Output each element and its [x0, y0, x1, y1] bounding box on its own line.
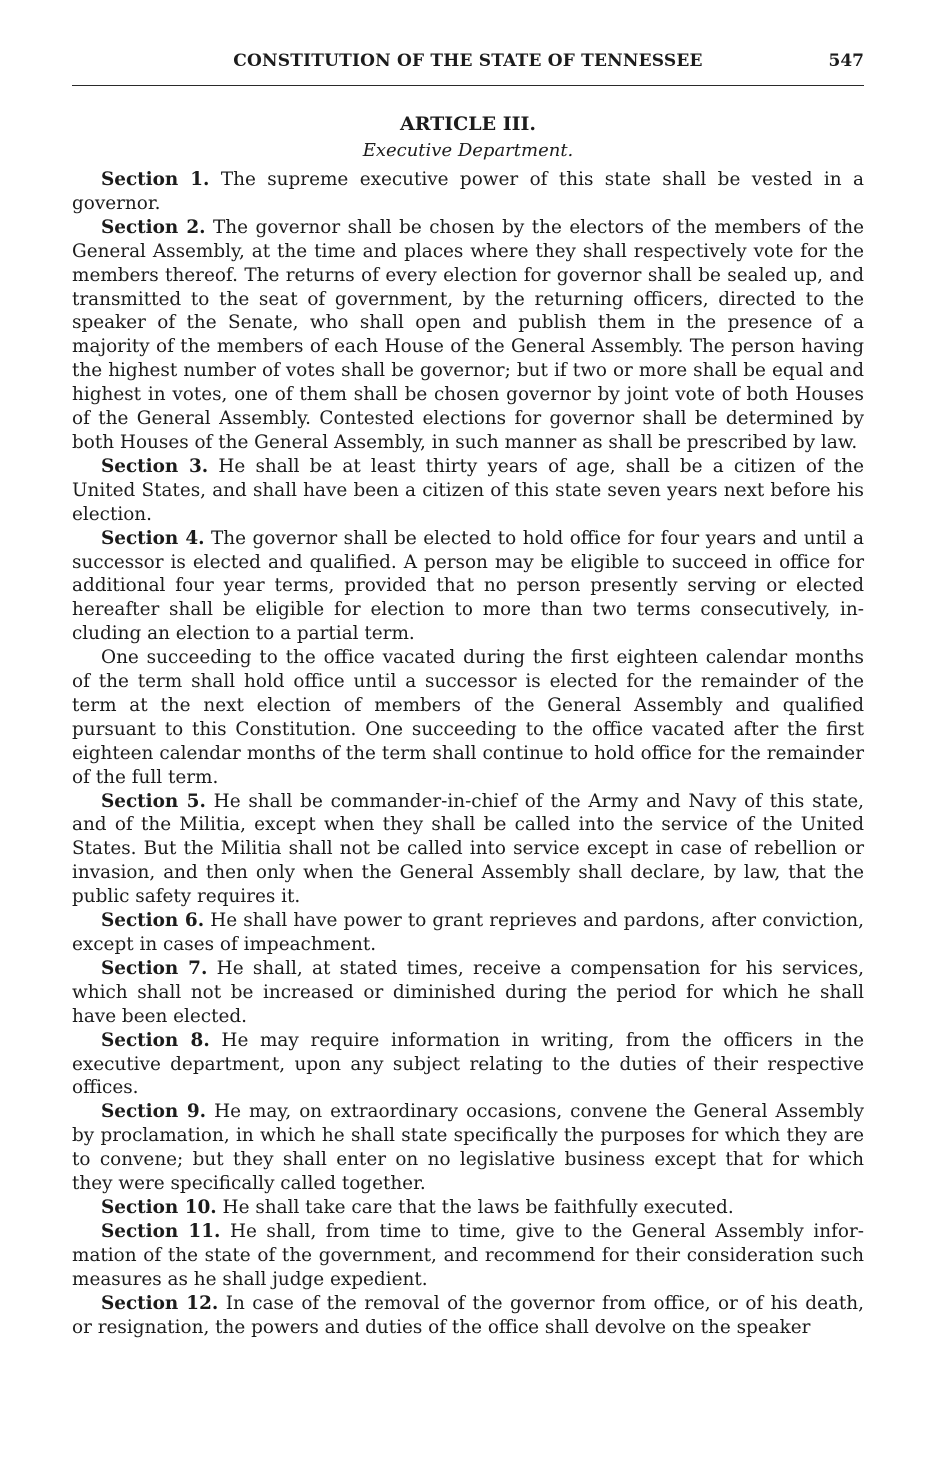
section-label: Section 2.	[101, 216, 206, 238]
section-4-paragraph	[72, 527, 864, 647]
section-text: One succeeding to the office vacated during the first eighteen calendar months of the term shall hold office until a successor is elected for the remainder of the term at the next election of members of the General Assembly and qualified pursuant to this Constitution. One succeeding to the office vacated after the first eighteen calendar months of the term shall continue to hold office for the remainder of the full term.	[72, 647, 864, 788]
section-label: Section 12.	[101, 1292, 219, 1314]
section-7-paragraph	[72, 957, 864, 1029]
section-1-paragraph	[72, 168, 864, 216]
section-label: Section 10.	[101, 1196, 217, 1218]
document-page	[72, 0, 864, 1339]
section-label: Section 9.	[101, 1101, 207, 1123]
section-label: Section 6.	[101, 910, 205, 932]
section-label: Section 5.	[101, 790, 206, 812]
section-9-paragraph	[72, 1100, 864, 1196]
section-4-continuation-paragraph	[72, 646, 864, 789]
section-text: The governor shall be chosen by the electors of the members of the General Assembly, at the time and places where they shall respectively vote for the members thereof. The returns of every election for governor shall be sealed up, and transmitted to the seat of government, by the returning officers, directed to the speaker of the Senate, who shall open and publish them in the presence of a majority of the members of each House of the General Assembly. The person having the highest number of votes shall be governor; but if two or more shall be equal and highest in votes, one of them shall be chosen governor by joint vote of both Houses of the General Assembly. Contested elections for governor shall be determined by both Houses of the General Assembly, in such manner as shall be prescribed by law.	[72, 216, 865, 453]
section-text: He may require information in writing, from the officers in the executive department, upon any subject relating to the duties of their respective offices.	[72, 1029, 865, 1099]
section-label: Section 11.	[101, 1220, 221, 1242]
article-heading: ARTICLE III.	[399, 113, 537, 135]
section-text: In case of the removal of the governor from office, or of his death, or resignation, the powers and duties of the office shall devolve on the speaker	[72, 1292, 864, 1338]
section-label: Section 8.	[101, 1029, 210, 1051]
section-text: He shall be commander-in-chief of the Army and Navy of this state, and of the Militia, except when they shall be called into the service of the United States. But the Militia shall not be called into service except in case of rebellion or invasion, and then only when the General Assembly shall declare, by law, that the public safety requires it.	[72, 790, 864, 908]
section-11-paragraph	[72, 1220, 864, 1292]
running-title: CONSTITUTION OF THE STATE OF TENNESSEE	[233, 51, 703, 71]
section-text: He shall take care that the laws be faithfully executed.	[216, 1196, 734, 1218]
section-text: He may, on extraordinary occasions, convene the General Assembly by proclamation, in which he shall state specifically the purposes for which they are to convene; but they shall enter on no legislative business except that for which they were specifically called together.	[72, 1101, 864, 1195]
section-8-paragraph	[72, 1029, 864, 1101]
section-text: The supreme executive power of this state shall be vested in a governor.	[72, 169, 864, 214]
section-3-paragraph	[72, 455, 864, 527]
section-12-paragraph	[72, 1292, 864, 1340]
section-label: Section 3.	[101, 455, 209, 477]
section-text: He shall have power to grant reprieves and pardons, after conviction, except in cases of impeachment.	[72, 910, 864, 955]
article-subheading: Executive Department.	[362, 140, 574, 161]
section-text: He shall, at stated times, receive a compensation for his services, which shall not be increased or diminished during the period for which he shall have been elected.	[72, 957, 865, 1027]
section-5-paragraph	[72, 790, 864, 910]
section-2-paragraph	[72, 216, 864, 455]
section-text: He shall, from time to time, give to the General Assembly information of the state of the government, and recommend for their consideration such measures as he shall judge expedient.	[72, 1220, 864, 1290]
section-label: Section 7.	[101, 957, 208, 979]
section-text: He shall be at least thirty years of age, shall be a citizen of the United States, and shall have been a citizen of this state seven years next before his election.	[72, 455, 865, 525]
page-number: 547	[828, 51, 864, 71]
section-6-paragraph	[72, 909, 864, 957]
section-text: The governor shall be elected to hold office for four years and until a successor is elected and qualified. A person may be eligible to succeed in office for additional four year terms, provided that no person presently serving or elected hereafter shall be eligible for election to more than two terms consecutively, including an election to a partial term.	[72, 527, 864, 645]
running-header	[72, 0, 864, 86]
article-body	[72, 168, 864, 1339]
section-10-paragraph	[72, 1196, 864, 1220]
section-label: Section 1.	[101, 169, 210, 190]
section-label: Section 4.	[101, 527, 205, 549]
